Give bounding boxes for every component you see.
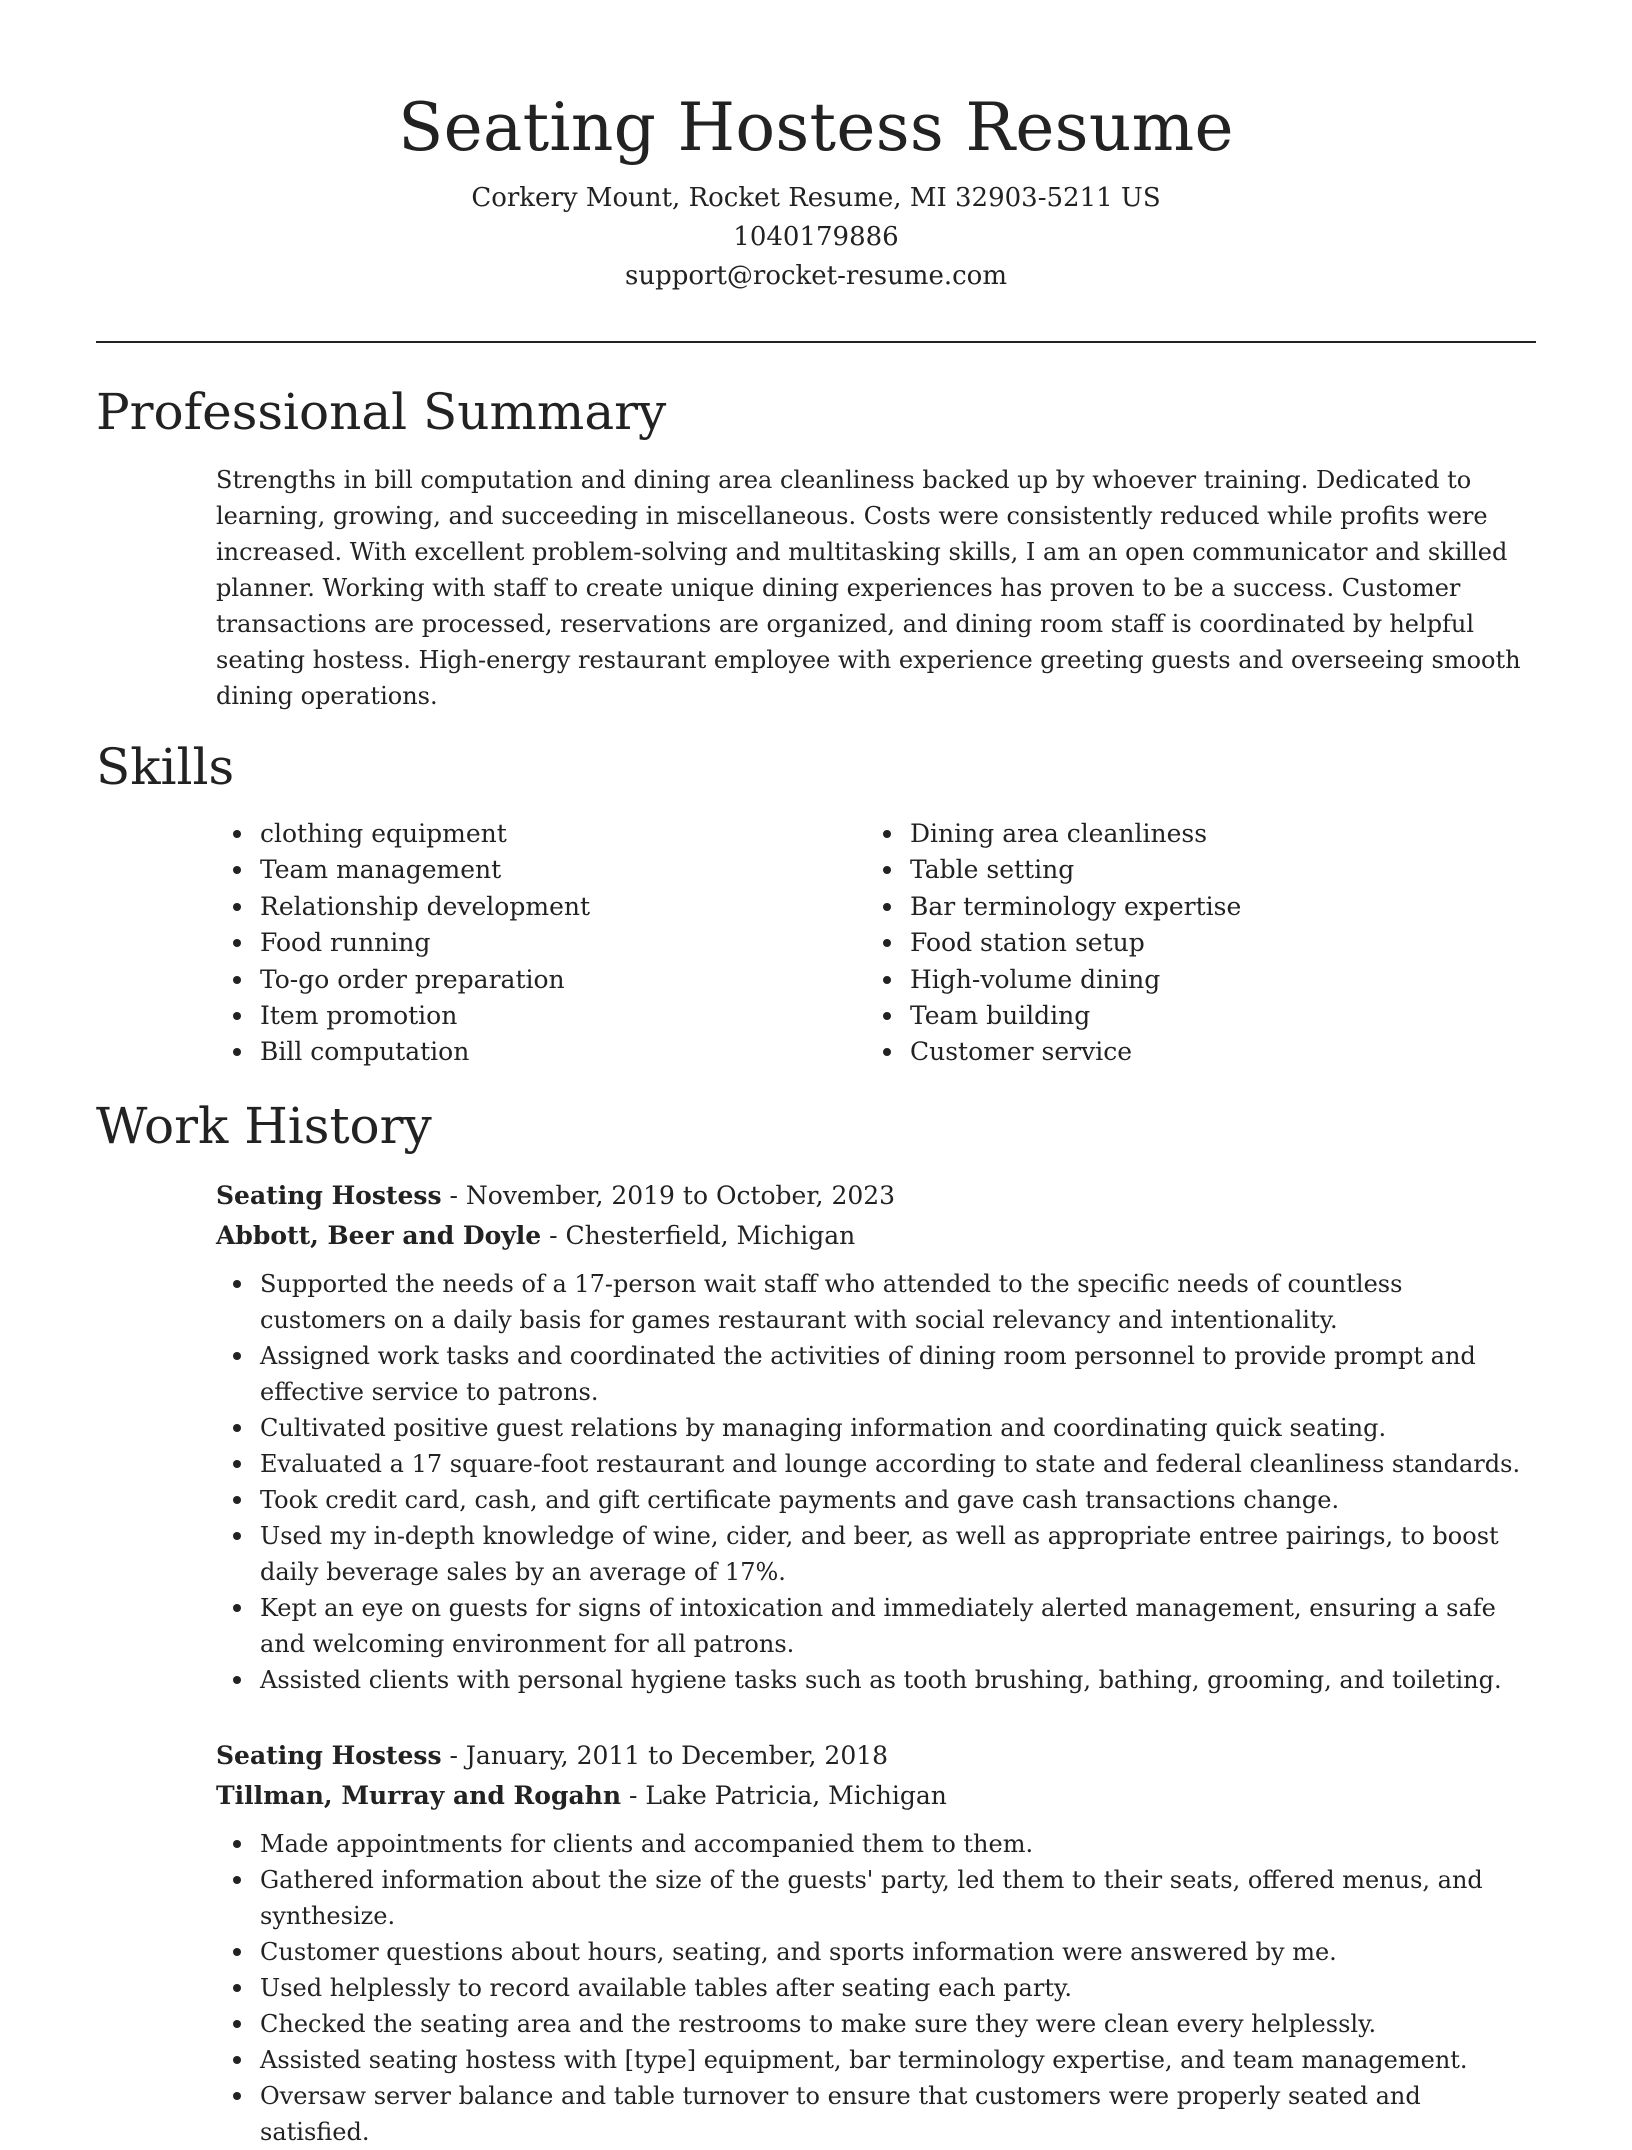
skill-item: Team building <box>866 998 1241 1034</box>
job-title-line: Seating Hostess - November, 2019 to October, 2023 <box>216 1181 896 1210</box>
skill-item: Bar terminology expertise <box>866 889 1241 925</box>
skill-item: Team management <box>216 852 590 888</box>
duty-item: Checked the seating area and the restrooms to make sure they were clean every helplessly. <box>216 2006 1534 2042</box>
skills-list-left <box>216 816 590 1071</box>
duty-item: Took credit card, cash, and gift certificate payments and gave cash transactions change. <box>216 1482 1534 1518</box>
skill-item: Dining area cleanliness <box>866 816 1241 852</box>
skills-heading: Skills <box>96 738 235 796</box>
duty-item: Assisted clients with personal hygiene tasks such as tooth brushing, bathing, grooming, and toileting. <box>216 1662 1534 1698</box>
job-company-line: Tillman, Murray and Rogahn - Lake Patricia, Michigan <box>216 1781 947 1810</box>
job-company: Abbott, Beer and Doyle <box>216 1221 542 1250</box>
work-history-heading: Work History <box>96 1097 432 1155</box>
contact-address: Corkery Mount, Rocket Resume, MI 32903-5211 US <box>471 183 1161 213</box>
skill-item: High-volume dining <box>866 962 1241 998</box>
job-title-line: Seating Hostess - January, 2011 to December, 2018 <box>216 1741 889 1770</box>
job-company-line: Abbott, Beer and Doyle - Chesterfield, Michigan <box>216 1221 856 1250</box>
contact-email: support@rocket-resume.com <box>624 261 1007 291</box>
skill-item: clothing equipment <box>216 816 590 852</box>
skill-item: To-go order preparation <box>216 962 590 998</box>
job-entry <box>216 1176 1534 1698</box>
duty-item: Assigned work tasks and coordinated the activities of dining room personnel to provide prompt and effective service to patrons. <box>216 1338 1534 1410</box>
resume-title: Seating Hostess Resume <box>398 89 1234 166</box>
duty-item: Made appointments for clients and accompanied them to them. <box>216 1826 1534 1862</box>
duty-item: Used helplessly to record available tables after seating each party. <box>216 1970 1534 2006</box>
duty-item: Kept an eye on guests for signs of intoxication and immediately alerted management, ensuring a safe and welcoming environment for all patrons. <box>216 1590 1534 1662</box>
job-title: Seating Hostess <box>216 1181 442 1210</box>
duty-item: Evaluated a 17 square-foot restaurant and lounge according to state and federal cleanliness standards. <box>216 1446 1534 1482</box>
skill-item: Table setting <box>866 852 1241 888</box>
skill-item: Item promotion <box>216 998 590 1034</box>
duty-item: Assisted seating hostess with [type] equipment, bar terminology expertise, and team management. <box>216 2042 1534 2078</box>
job-company: Tillman, Murray and Rogahn <box>216 1781 621 1810</box>
job-dates: November, 2019 to October, 2023 <box>465 1181 896 1210</box>
skill-item: Relationship development <box>216 889 590 925</box>
job-duties-list <box>216 1266 1534 1698</box>
duty-item: Oversaw server balance and table turnover to ensure that customers were properly seated and satisfied. <box>216 2078 1534 2150</box>
skill-item: Customer service <box>866 1034 1241 1070</box>
summary-text: Strengths in bill computation and dining area cleanliness backed up by whoever training. Dedicated to learning, growing, and succeeding in miscellaneous. Costs were consistently reduced while profits were increased. With excellent problem-solving and multitasking skills, I am an open communicator and skilled planner. Working with staff to create unique dining experiences has proven to be a success. Customer transactions are processed, reservations are organized, and dining room staff is coordinated by helpful seating hostess. High-energy restaurant employee with experience greeting guests and overseeing smooth dining operations. <box>216 466 1521 710</box>
skill-item: Food station setup <box>866 925 1241 961</box>
summary-heading: Professional Summary <box>96 383 667 441</box>
job-location: Chesterfield, Michigan <box>565 1221 856 1250</box>
resume-header <box>96 82 1536 296</box>
duty-item: Cultivated positive guest relations by managing information and coordinating quick seating. <box>216 1410 1534 1446</box>
job-dates: January, 2011 to December, 2018 <box>465 1741 889 1770</box>
job-title: Seating Hostess <box>216 1741 442 1770</box>
job-entry <box>216 1736 1534 2150</box>
skill-item: Bill computation <box>216 1034 590 1070</box>
duty-item: Customer questions about hours, seating, and sports information were answered by me. <box>216 1934 1534 1970</box>
contact-phone: 1040179886 <box>733 222 899 252</box>
job-duties-list <box>216 1826 1534 2150</box>
header-divider <box>96 341 1536 343</box>
skills-list-right <box>866 816 1241 1071</box>
skill-item: Food running <box>216 925 590 961</box>
job-location: Lake Patricia, Michigan <box>645 1781 947 1810</box>
duty-item: Gathered information about the size of the guests' party, led them to their seats, offered menus, and synthesize. <box>216 1862 1534 1934</box>
duty-item: Supported the needs of a 17-person wait staff who attended to the specific needs of countless customers on a daily basis for games restaurant with social relevancy and intentionality. <box>216 1266 1534 1338</box>
duty-item: Used my in-depth knowledge of wine, cider, and beer, as well as appropriate entree pairings, to boost daily beverage sales by an average of 17%. <box>216 1518 1534 1590</box>
